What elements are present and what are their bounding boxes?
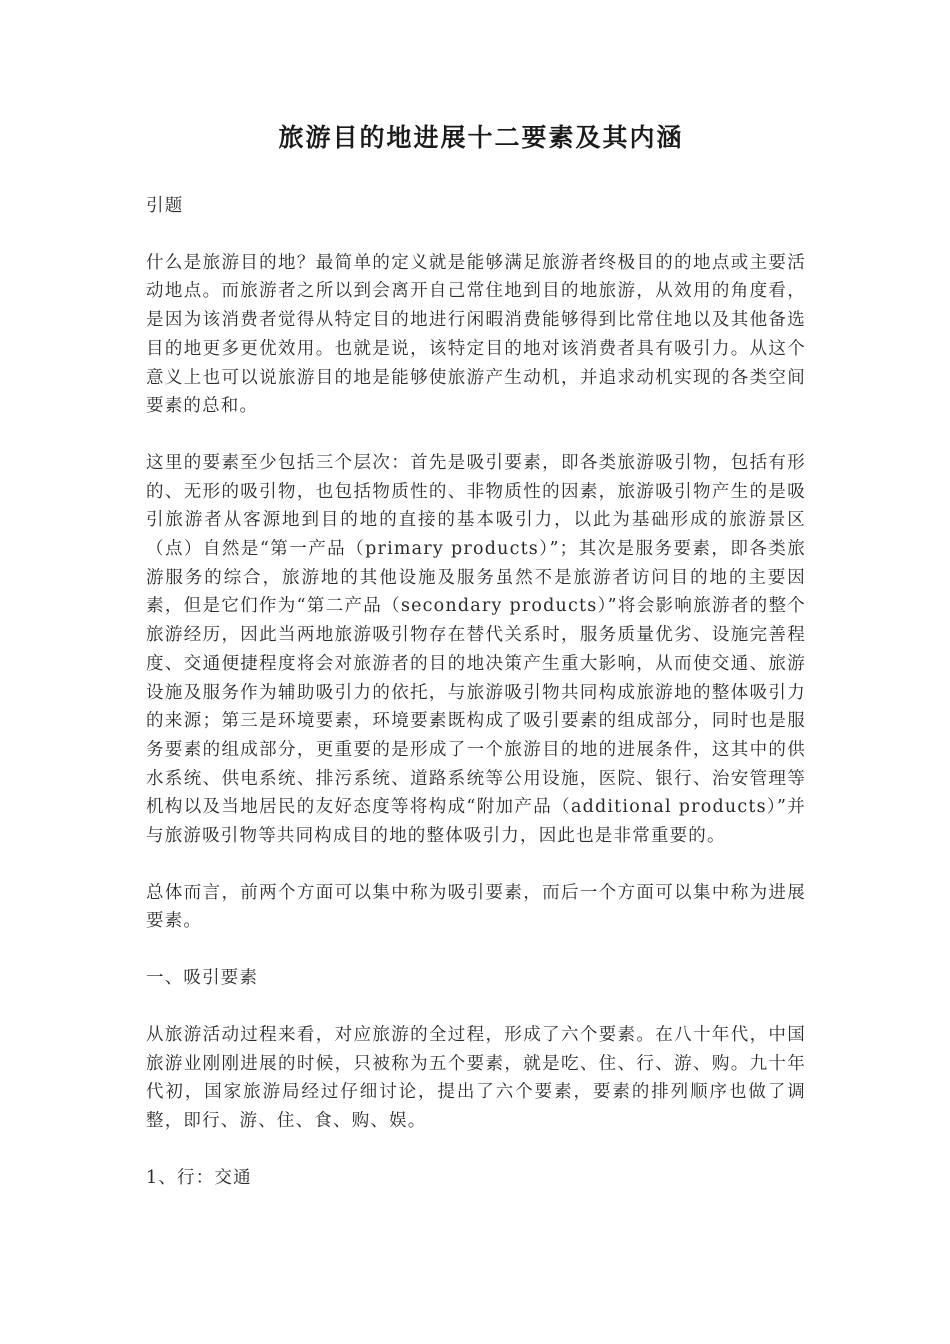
- section-heading-transport: 1、行：交通: [146, 1167, 252, 1188]
- section-heading-intro: 引题: [146, 196, 184, 216]
- document-title: 旅游目的地进展十二要素及其内涵: [278, 123, 684, 152]
- section-heading-attraction: 一、吸引要素: [146, 968, 259, 989]
- document-page: [146, 118, 806, 1220]
- paragraph-six-elements: 从旅游活动过程来看，对应旅游的全过程，形成了六个要素。在八十年代，中国旅游业刚刚进展的时候，只被称为五个要素，就是吃、住、行、游、购。九十年代初，国家旅游局经过仔细讨论，提出了六个要素，要素的排列顺序也做了调整，即行、游、住、食、购、娱。: [146, 1024, 806, 1131]
- paragraph-summary: 总体而言，前两个方面可以集中称为吸引要素，而后一个方面可以集中称为进展要素。: [146, 882, 806, 932]
- paragraph-definition: 什么是旅游目的地？最简单的定义就是能够满足旅游者终极目的的地点或主要活动地点。而旅游者之所以到会离开自己常住地到目的地旅游，从效用的角度看，是因为该消费者觉得从特定目的地进行闲暇消费能够得到比常住地以及其他备选目的地更多更优效用。也就是说，该特定目的地对该消费者具有吸引力。从这个意义上也可以说旅游目的地是能够使旅游产生动机，并追求动机实现的各类空间要素的总和。: [146, 252, 806, 417]
- paragraph-elements: 这里的要素至少包括三个层次：首先是吸引要素，即各类旅游吸引物，包括有形的、无形的吸引物，也包括物质性的、非物质性的因素，旅游吸引物产生的是吸引旅游者从客源地到目的地的直接的基本吸引力，以此为基础形成的旅游景区（点）自然是“第一产品（primary products）”；其次是服务要素，即各类旅游服务的综合，旅游地的其他设施及服务虽然不是旅游者访问目的地的主要因素，但是它们作为“第二产品（secondary products）”将会影响旅游者的整个旅游经历，因此当两地旅游吸引物存在替代关系时，服务质量优劣、设施完善程度、交通便捷程度将会对旅游者的目的地决策产生重大影响，从而使交通、旅游设施及服务作为辅助吸引力的依托，与旅游吸引物共同构成旅游地的整体吸引力的来源；第三是环境要素，环境要素既构成了吸引要素的组成部分，同时也是服务要素的组成部分，更重要的是形成了一个旅游目的地的进展条件，这其中的供水系统、供电系统、排污系统、道路系统等公用设施，医院、银行、治安管理等机构以及当地居民的友好态度等将构成“附加产品（additional products）”并与旅游吸引物等共同构成目的地的整体吸引力，因此也是非常重要的。: [146, 452, 806, 847]
